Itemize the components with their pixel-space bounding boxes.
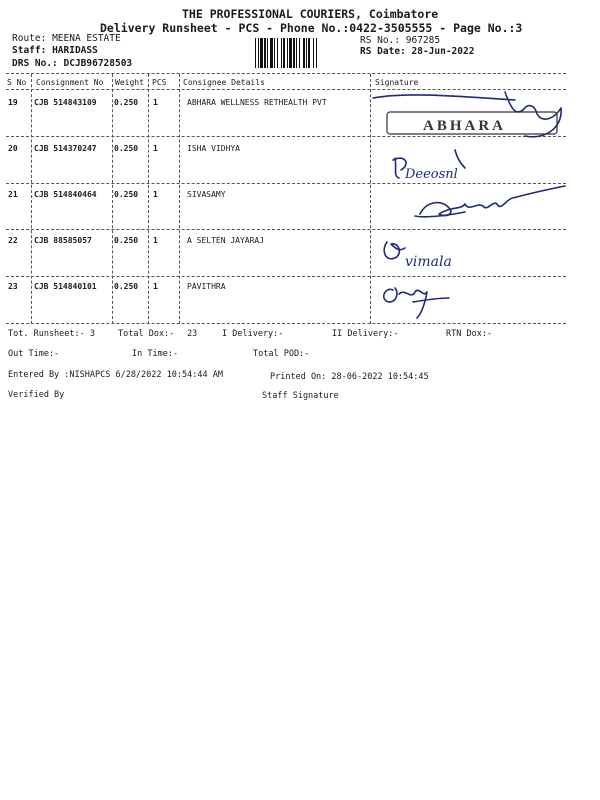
signature-row-22 (384, 242, 452, 270)
barcode-bar (258, 38, 259, 68)
entered-by: Entered By :NISHAPCS 6/28/2022 10:54:44 AM (8, 370, 223, 380)
cell-consignment: CJB 514370247 (34, 144, 97, 153)
route-line (12, 33, 121, 44)
printed-on: Printed On: 28-06-2022 10:54:45 (270, 372, 429, 382)
barcode-bar (303, 38, 305, 68)
cell-weight: 0.250 (114, 282, 139, 291)
cell-consignment: CJB 88585057 (34, 236, 92, 245)
cell-consignment: CJB 514840464 (34, 190, 97, 199)
rs-date-line (360, 46, 474, 57)
staff-signature: Staff Signature (262, 391, 339, 401)
rs-no-label: RS No.: (360, 35, 401, 46)
drs-label: DRS No.: (12, 58, 58, 69)
cell-pcs: 1 (153, 98, 158, 107)
runsheet-subtitle: Delivery Runsheet - PCS - Phone No.:0422-3505555 - Page No.:3 (100, 21, 523, 35)
signature-row-23 (384, 288, 449, 318)
signature-row-21 (415, 186, 565, 217)
cell-pcs: 1 (153, 282, 158, 291)
col-header-consignee: Consignee Details (183, 78, 265, 87)
out-time: Out Time:- (8, 349, 60, 359)
barcode-bar (308, 38, 310, 68)
tot-runsheet: Tot. Runsheet:- 3 (8, 329, 95, 339)
ii-delivery: II Delivery:- (332, 329, 399, 339)
staff-value: HARIDASS (52, 45, 98, 56)
barcode-bar (287, 38, 288, 68)
column-divider (31, 74, 32, 324)
table-top-rule (6, 73, 566, 74)
column-divider (148, 74, 149, 324)
cell-consignee: A SELTEN JAYARAJ (187, 236, 265, 245)
i-delivery: I Delivery:- (222, 329, 284, 339)
cell-pcs: 1 (153, 190, 158, 199)
barcode-bar (293, 38, 295, 68)
barcode-bar (299, 38, 300, 68)
total-pod: Total POD:- (253, 349, 310, 359)
column-divider (112, 74, 113, 324)
drs-value: DCJB96728503 (63, 58, 133, 69)
cell-pcs: 1 (153, 236, 158, 245)
cell-consignment: CJB 514843109 (34, 98, 97, 107)
col-header-weight: Weight (115, 78, 144, 87)
total-dox-value: 23 (187, 329, 198, 339)
cell-consignee: ISHA VIDHYA (187, 144, 240, 153)
rs-date-label: RS Date: (360, 46, 406, 57)
barcode-bar (289, 38, 292, 68)
route-label: Route: (12, 33, 47, 44)
col-header-pcs: PCS (152, 78, 167, 87)
cell-consignee: SIVASAMY (187, 190, 226, 199)
cell-sno: 23 (8, 282, 18, 291)
stamp-text: ABHARA (423, 118, 507, 134)
cell-weight: 0.250 (114, 236, 139, 245)
barcode-bar (277, 38, 278, 68)
verified-by: Verified By (8, 390, 65, 400)
barcode-bar (306, 38, 307, 68)
barcode-bar (270, 38, 273, 68)
total-dox-label: Total Dox:- (118, 329, 175, 339)
barcode-bar (296, 38, 297, 68)
cell-sno: 20 (8, 144, 18, 153)
cell-weight: 0.250 (114, 190, 139, 199)
cell-sno: 19 (8, 98, 18, 107)
col-header-signature: Signature (375, 78, 419, 87)
cell-consignment: CJB 514840101 (34, 282, 97, 291)
barcode-bar (281, 38, 282, 68)
svg-text:Deeosnl: Deeosnl (405, 167, 458, 182)
staff-label: Staff: (12, 45, 47, 56)
col-header-consignment: Consignment No (36, 78, 104, 87)
rs-no-value: 967285 (405, 35, 441, 46)
drs-line (12, 58, 132, 69)
barcode-bar (255, 38, 256, 68)
route-value: MEENA ESTATE (52, 33, 121, 44)
cell-sno: 22 (8, 236, 18, 245)
table-bottom-rule (6, 323, 566, 324)
rtn-dox: RTN Dox:- (446, 329, 493, 339)
cell-pcs: 1 (153, 144, 158, 153)
barcode-bar (283, 38, 285, 68)
barcode-bar (260, 38, 263, 68)
in-time: In Time:- (132, 349, 179, 359)
barcode-bar (264, 38, 266, 68)
signatures-area (365, 88, 570, 323)
cell-consignee: PAVITHRA (187, 282, 226, 291)
column-divider (179, 74, 180, 324)
company-title: THE PROFESSIONAL COURIERS, Coimbatore (182, 7, 439, 21)
staff-line (12, 45, 98, 56)
signature-row-20 (393, 150, 465, 182)
cell-weight: 0.250 (114, 98, 139, 107)
svg-text:vimala: vimala (405, 254, 452, 270)
stamp-signature-row-19 (373, 92, 561, 137)
cell-weight: 0.250 (114, 144, 139, 153)
cell-consignee: ABHARA WELLNESS RETHEALTH PVT (187, 98, 327, 107)
barcode-bar (267, 38, 268, 68)
barcode-bar (316, 38, 317, 68)
col-header-sno: S No (7, 78, 27, 87)
rs-no-line (360, 35, 440, 46)
cell-sno: 21 (8, 190, 18, 199)
rs-date-value: 28-Jun-2022 (411, 46, 475, 57)
barcode-bar (274, 38, 275, 68)
barcode-bar (313, 38, 314, 68)
barcode-image (255, 38, 347, 68)
